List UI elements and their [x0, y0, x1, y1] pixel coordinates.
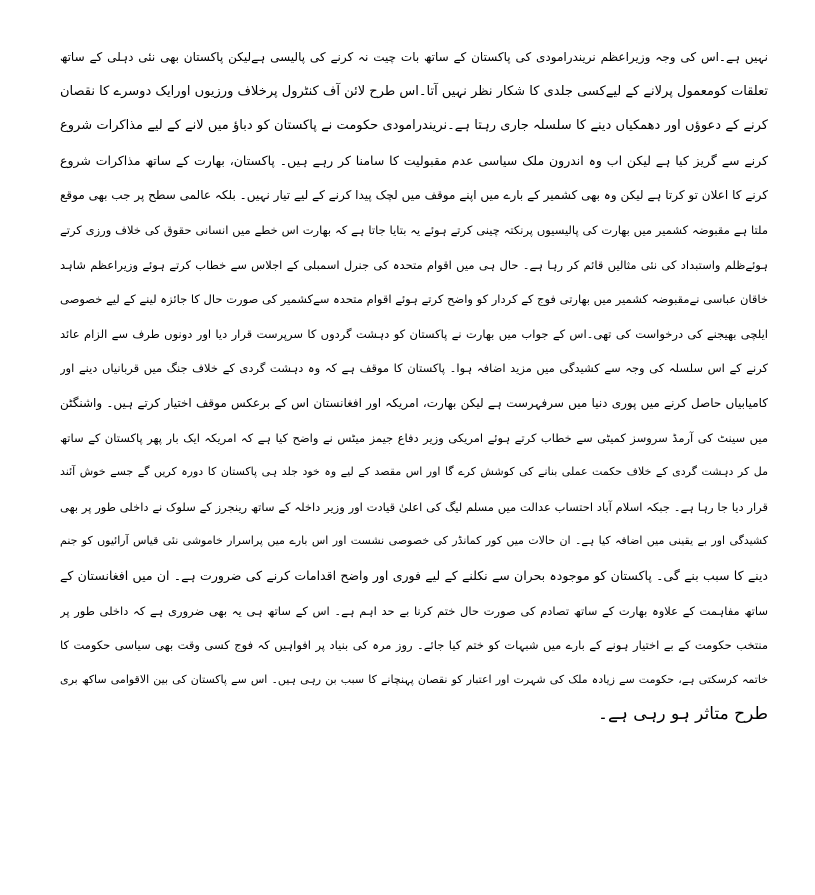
text-line: کرنے کے دعوؤں اور دھمکیاں دینے کا سلسلہ جاری رہتا ہے۔نریندرامودی حکومت نے پاکستان کو دباؤ میں لانے کے لیے مذاکرات شروع [60, 118, 768, 134]
text-line: ساتھ مفاہمت کے علاوہ بھارت کے ساتھ تصادم کی صورت حال ختم کرنا بے حد اہم ہے۔ اس کے ساتھ ہی یہ بھی ضروری ہے کہ داخلی طور پر [60, 603, 768, 618]
text-line: ہوئےظلم واستبداد کی نئی مثالیں قائم کر رہا ہے۔ حال ہی میں اقوام متحدہ کی جنرل اسمبلی کے اجلاس سے خطاب کرتے ہوئے وزیراعظم شاہد [60, 257, 768, 272]
text-line: نہیں ہے۔اس کی وجہ وزیراعظم نریندرامودی کی پاکستان کے ساتھ بات چیت نہ کرنے کی پالیسی ہےلیکن پاکستان بھی نئی دہلی کے ساتھ [60, 50, 768, 64]
text-line: ملتا ہے مقبوضہ کشمیر میں بھارت کی پالیسیوں پرنکتہ چینی کرتے ہوئے یہ بتایا جاتا ہے کہ بھارت اس خطے میں انسانی حقوق کی خلاف ورزی کرتے [60, 222, 768, 237]
text-line: کرنے کے اس سلسلہ کی وجہ سے کشیدگی میں مزید اضافہ ہوا۔ پاکستان کا موقف ہے کہ وہ دہشت گردی کے خلاف جنگ میں قربانیاں دینے اور [60, 361, 768, 376]
text-line: قرار دیا جا رہا ہے۔ جبکہ اسلام آباد احتساب عدالت میں مسلم لیگ کی اعلیٰ قیادت اور وزیر داخلہ کے ساتھ رینجرز کے سلوک نے داخلی طور پر بھی [60, 499, 768, 514]
text-line: کشیدگی اور بے یقینی میں اضافہ کیا ہے۔ ان حالات میں کور کمانڈر کی خصوصی نشست اور اس بارے میں پراسرار خاموشی نئی قیاس آرائیوں کو جنم [60, 534, 768, 548]
text-line: ایلچی بھیجنے کی درخواست کی تھی۔اس کے جواب میں بھارت نے پاکستان کو دہشت گردوں کا سرپرست قرار دیا اور دونوں طرف سے الزام عائد [60, 326, 768, 341]
text-line: خاقان عباسی نےمقبوضہ کشمیر میں بھارتی فوج کے کردار کو واضح کرتے ہوئے اقوام متحدہ سےکشمیر کی صورت حال کا جائزہ لینے کے لیے خصوصی [60, 292, 768, 307]
text-line: کرنے کا اعلان تو کرتا ہے لیکن وہ بھی کشمیر کے بارے میں اپنے موقف میں لچک پیدا کرنے کے لیے تیار نہیں۔ بلکہ عالمی سطح پر جب بھی موقع [60, 188, 768, 203]
text-line: مل کر دہشت گردی کے خلاف حکمت عملی بنانے کی کوشش کرے گا اور اس مقصد کے لیے وہ خود جلد ہی پاکستان کا دورہ کریں گے جسے خوش آئند [60, 465, 768, 479]
text-line: خاتمہ کرسکتی ہے، حکومت سے زیادہ ملک کی شہرت اور اعتبار کو نقصان پہنچانے کا سبب بن رہی ہیں۔ اس سے پاکستان کی بین الاقوامی ساکھ بری [60, 672, 768, 686]
text-line: میں سینٹ کی آرمڈ سروسز کمیٹی سے خطاب کرتے ہوئے امریکی وزیر دفاع جیمز میٹس نے واضح کیا ہے کہ امریکہ ایک بار پھر پاکستان کے ساتھ [60, 430, 768, 445]
urdu-paragraph [60, 40, 768, 732]
text-line-last: طرح متاثر ہو رہی ہے۔ [598, 704, 768, 725]
text-line: کامیابیاں حاصل کرنے میں پوری دنیا میں سرفہرست ہے لیکن بھارت، امریکہ اور افغانستان اس کے برعکس موقف اختیار کرتے ہیں۔ واشنگٹن [60, 395, 768, 410]
text-line: منتخب حکومت کے بے اختیار ہونے کے بارے میں شبہات کو ختم کیا جائے۔ روز مرہ کی بنیاد پر افواہیں کہ فوج کسی وقت بھی سیاسی حکومت کا [60, 638, 768, 653]
text-line: تعلقات کومعمول پرلانے کے لیےکسی جلدی کا شکار نظر نہیں آتا۔اس طرح لائن آف کنٹرول پرخلاف ورزیوں اورایک دوسرے کا نقصان [60, 83, 768, 99]
text-line: کرنے سے گریز کیا ہے لیکن اب وہ اندرون ملک سیاسی عدم مقبولیت کا سامنا کر رہے ہیں۔ پاکستان، بھارت کے ساتھ مذاکرات شروع [60, 152, 768, 168]
text-line: دینے کا سبب بنے گی۔ پاکستان کو موجودہ بحران سے نکلنے کے لیے فوری اور واضح اقدامات کرنے کی ضرورت ہے۔ ان میں افغانستان کے [60, 567, 768, 583]
